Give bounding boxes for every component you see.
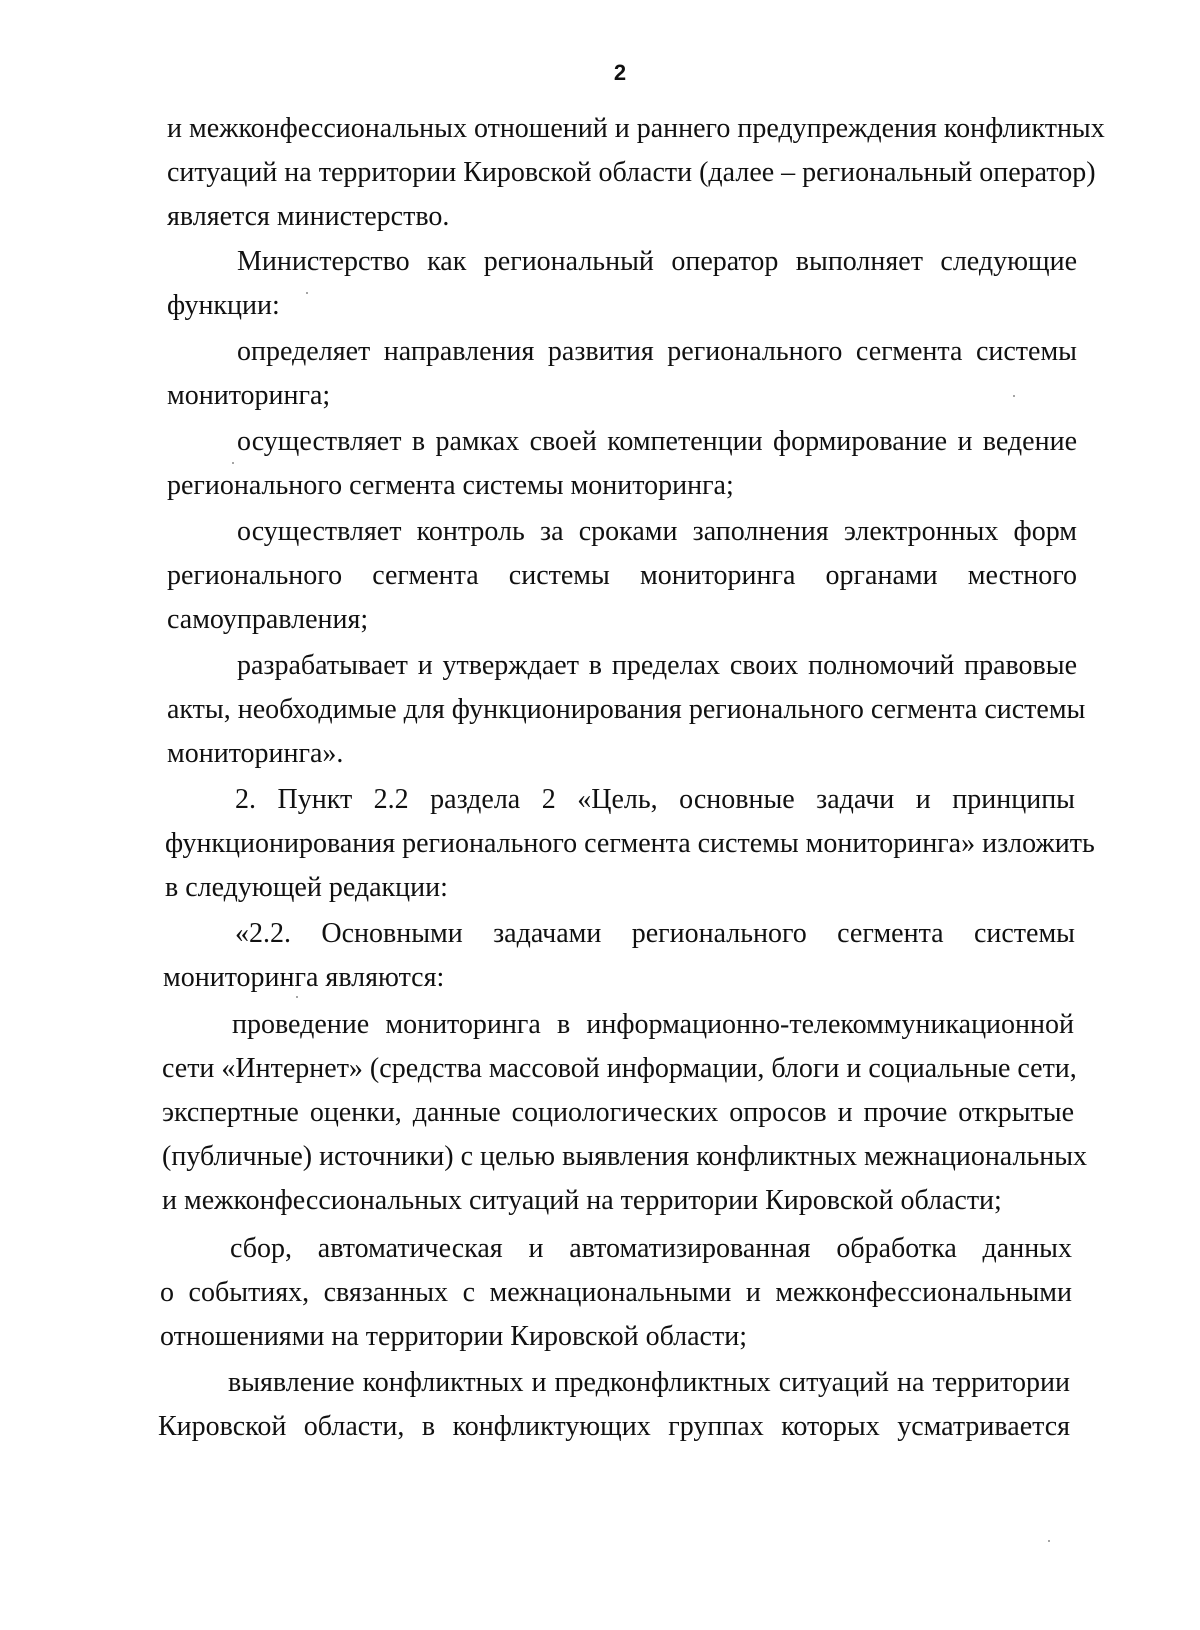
scan-speck <box>306 292 308 294</box>
text-line: выявление конфликтных и предконфликтных ситуаций на территории <box>228 1367 1070 1398</box>
text-line: мониторинга являются: <box>163 962 445 993</box>
text-line: о событиях, связанных с межнациональными и межконфессиональными <box>160 1277 1072 1308</box>
text-line: отношениями на территории Кировской области; <box>160 1321 747 1352</box>
text-line: в следующей редакции: <box>165 872 448 903</box>
scan-speck <box>232 462 234 464</box>
text-line: проведение мониторинга в информационно-телекоммуникационной <box>232 1009 1074 1040</box>
text-line: и межконфессиональных отношений и раннего предупреждения конфликтных <box>167 113 1105 144</box>
text-line: функции: <box>167 290 280 321</box>
text-line: ситуаций на территории Кировской области (далее – региональный оператор) <box>167 157 1096 188</box>
text-line: разрабатывает и утверждает в пределах своих полномочий правовые <box>237 650 1077 681</box>
text-line: регионального сегмента системы мониторинга органами местного <box>167 560 1077 591</box>
text-line: осуществляет контроль за сроками заполнения электронных форм <box>237 516 1077 547</box>
text-line: сети «Интернет» (средства массовой информации, блоги и социальные сети, <box>162 1053 1077 1084</box>
text-line: функционирования регионального сегмента системы мониторинга» изложить <box>165 828 1095 859</box>
text-line: «2.2. Основными задачами регионального сегмента системы <box>235 918 1075 949</box>
text-line: Министерство как региональный оператор выполняет следующие <box>237 246 1077 277</box>
scan-speck <box>296 996 298 998</box>
text-line: регионального сегмента системы мониторинга; <box>167 470 734 501</box>
text-line: осуществляет в рамках своей компетенции формирование и ведение <box>237 426 1077 457</box>
text-line: акты, необходимые для функционирования регионального сегмента системы <box>167 694 1086 725</box>
text-line: является министерство. <box>167 201 450 232</box>
scan-speck <box>1013 395 1015 397</box>
text-line: определяет направления развития регионального сегмента системы <box>237 336 1077 367</box>
text-line: мониторинга; <box>167 380 331 411</box>
text-line: 2. Пункт 2.2 раздела 2 «Цель, основные задачи и принципы <box>235 784 1075 815</box>
text-line: (публичные) источники) с целью выявления конфликтных межнациональных <box>162 1141 1088 1172</box>
scan-speck <box>1048 1540 1050 1542</box>
page-number: 2 <box>613 60 627 85</box>
text-line: и межконфессиональных ситуаций на территории Кировской области; <box>162 1185 1002 1216</box>
text-line: сбор, автоматическая и автоматизированная обработка данных <box>230 1233 1072 1264</box>
text-line: Кировской области, в конфликтующих группах которых усматривается <box>158 1411 1070 1442</box>
text-line: самоуправления; <box>167 604 369 635</box>
text-line: мониторинга». <box>167 738 344 769</box>
text-line: экспертные оценки, данные социологических опросов и прочие открытые <box>162 1097 1074 1128</box>
